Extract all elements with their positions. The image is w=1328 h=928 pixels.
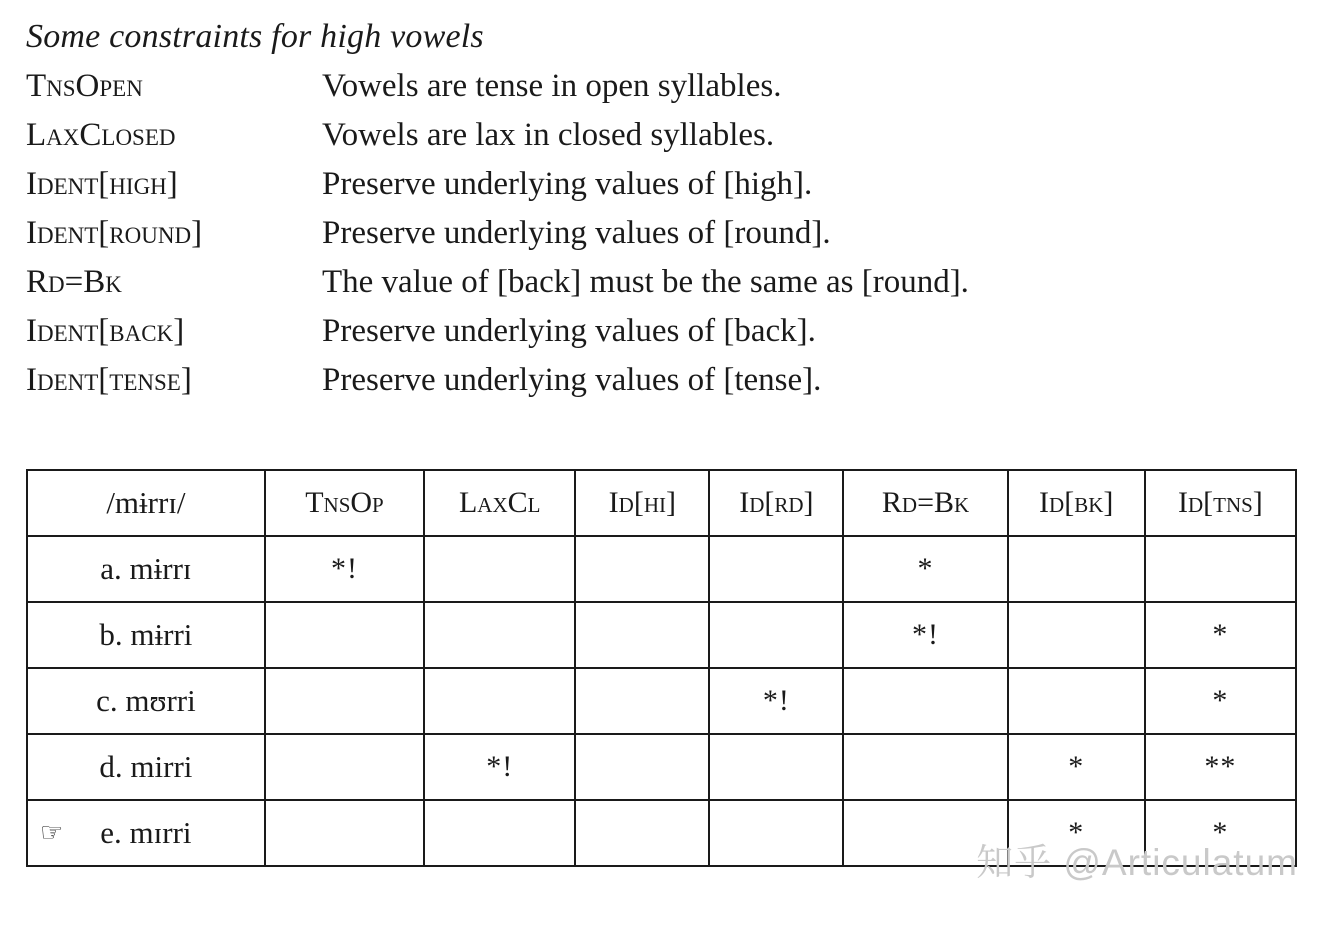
violation-cell	[265, 668, 424, 734]
violation-cell: *	[1145, 602, 1296, 668]
violation-cell	[1008, 602, 1145, 668]
constraint-description: Preserve underlying values of [round].	[322, 215, 831, 251]
violation-cell	[575, 536, 709, 602]
constraint-description: The value of [back] must be the same as [round].	[322, 264, 969, 300]
constraint-name: Ident[tense]	[26, 362, 192, 398]
candidate-cell	[27, 536, 265, 602]
tableau-column-header: Id[bk]	[1008, 470, 1145, 536]
violation-cell	[424, 668, 575, 734]
constraint-row	[26, 307, 1296, 356]
tableau-input-cell: /mɨrrɪ/	[27, 470, 265, 536]
violation-cell: *	[1145, 668, 1296, 734]
candidate-cell-winner	[27, 800, 265, 866]
constraint-description: Vowels are tense in open syllables.	[322, 68, 782, 104]
candidate-label: e. mɪrri	[100, 815, 192, 850]
constraint-row	[26, 160, 1296, 209]
violation-cell: **	[1145, 734, 1296, 800]
candidate-label: d. mirri	[99, 749, 193, 784]
tableau-row	[27, 734, 1296, 800]
violation-cell: *!	[843, 602, 1007, 668]
candidate-cell	[27, 602, 265, 668]
violation-cell	[709, 734, 843, 800]
violation-cell	[709, 800, 843, 866]
constraint-row	[26, 62, 1296, 111]
violation-cell	[265, 734, 424, 800]
constraint-row	[26, 258, 1296, 307]
violation-cell	[843, 734, 1007, 800]
constraint-name: Rd=Bk	[26, 264, 122, 300]
candidate-cell	[27, 668, 265, 734]
constraint-name: Ident[round]	[26, 215, 203, 251]
violation-cell: *!	[265, 536, 424, 602]
violation-cell	[575, 602, 709, 668]
violation-cell	[265, 602, 424, 668]
tableau-column-header: LaxCl	[424, 470, 575, 536]
violation-cell	[265, 800, 424, 866]
tableau-row	[27, 536, 1296, 602]
violation-cell	[575, 734, 709, 800]
violation-cell	[709, 602, 843, 668]
violation-cell	[1008, 668, 1145, 734]
constraint-name: LaxClosed	[26, 117, 176, 153]
tableau-column-header: Id[hi]	[575, 470, 709, 536]
violation-cell: *	[843, 536, 1007, 602]
candidate-label: a. mɨrrɪ	[100, 551, 192, 586]
constraint-name: Ident[high]	[26, 166, 178, 202]
tableau-row	[27, 668, 1296, 734]
ot-tableau	[26, 469, 1297, 867]
violation-cell	[709, 536, 843, 602]
violation-cell: *	[1008, 800, 1145, 866]
tableau-header-row	[27, 470, 1296, 536]
violation-cell	[843, 668, 1007, 734]
violation-cell: *!	[424, 734, 575, 800]
constraint-list-title: Some constraints for high vowels	[26, 18, 484, 55]
tableau-table	[26, 469, 1297, 867]
candidate-label: c. mʊrri	[96, 683, 196, 718]
violation-cell	[1145, 536, 1296, 602]
violation-cell	[424, 800, 575, 866]
pointing-hand-icon: ☞	[40, 818, 64, 847]
constraint-name: TnsOpen	[26, 68, 143, 104]
watermark: 知乎 @Articulatum	[976, 842, 1298, 883]
candidate-label: b. mɨrri	[99, 617, 193, 652]
violation-cell	[424, 536, 575, 602]
tableau-column-header: TnsOp	[265, 470, 424, 536]
candidate-cell	[27, 734, 265, 800]
violation-cell	[1008, 536, 1145, 602]
constraint-row	[26, 209, 1296, 258]
violation-cell	[424, 602, 575, 668]
violation-cell	[575, 668, 709, 734]
violation-cell: *!	[709, 668, 843, 734]
constraint-description: Preserve underlying values of [high].	[322, 166, 813, 202]
constraint-name: Ident[back]	[26, 313, 185, 349]
constraint-list	[26, 14, 1296, 405]
tableau-column-header: Rd=Bk	[843, 470, 1007, 536]
constraint-row	[26, 356, 1296, 405]
constraint-description: Vowels are lax in closed syllables.	[322, 117, 775, 153]
violation-cell: *	[1008, 734, 1145, 800]
constraint-description: Preserve underlying values of [tense].	[322, 362, 822, 398]
tableau-column-header: Id[rd]	[709, 470, 843, 536]
constraint-description: Preserve underlying values of [back].	[322, 313, 816, 349]
violation-cell	[575, 800, 709, 866]
tableau-column-header: Id[tns]	[1145, 470, 1296, 536]
tableau-row	[27, 602, 1296, 668]
constraint-row	[26, 111, 1296, 160]
violation-cell: *	[1145, 800, 1296, 866]
